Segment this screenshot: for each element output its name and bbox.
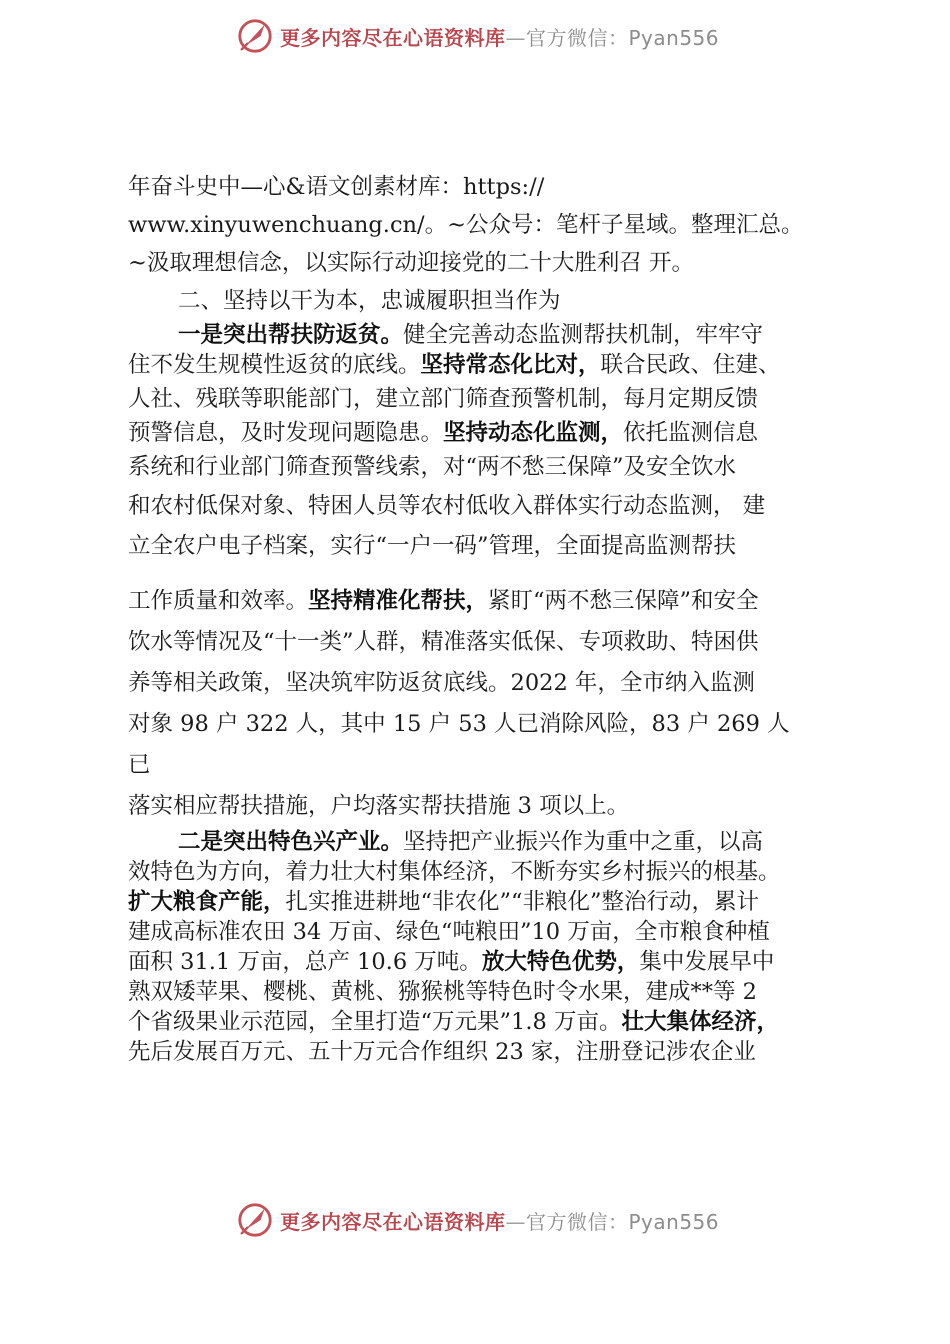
banner-separator: — — [505, 1209, 526, 1234]
quill-logo-icon — [236, 17, 274, 55]
text-run: 集中发展早中 — [639, 949, 775, 975]
text-run: 扎实推进耕地“非农化”“非粮化”整治行动，累计 — [285, 889, 760, 915]
text-line — [128, 581, 836, 622]
banner-wechat-label: 官方微信： — [526, 1209, 629, 1234]
bold-phrase: 坚持常态化比对， — [420, 352, 601, 378]
text-line — [128, 1007, 836, 1037]
banner-wechat-id: Pyan556 — [628, 1209, 720, 1234]
text-line: 对象 98 户 322 人，其中 15 户 53 人已消除风险，83 户 269 人 — [128, 711, 790, 737]
section-heading: 二、坚持以干为本，忠诚履职担当作为 — [178, 288, 561, 314]
banner-strong: 更多内容尽在心语资料库 — [280, 1209, 506, 1234]
text-line: 饮水等情况及“十一类”人群，精准落实低保、专项救助、特困供 — [128, 629, 759, 655]
text-run: 面积 31.1 万亩，总产 10.6 万吨。 — [128, 949, 482, 975]
banner-strong: 更多内容尽在心语资料库 — [280, 25, 506, 50]
text-line: 已 — [128, 752, 151, 778]
banner-text — [280, 22, 719, 51]
text-run: 住不发生规模性返贫的底线。 — [128, 352, 421, 378]
text-run: 个省级果业示范园，全里打造“万元果”1.8 万亩。 — [128, 1009, 622, 1035]
text-line — [128, 827, 836, 857]
bold-phrase: 坚持精准化帮扶， — [308, 588, 489, 614]
text-line: 熟双矮苹果、樱桃、黄桃、猕猴桃等特色时令水果，建成**等 2 — [128, 979, 757, 1005]
text-line — [128, 887, 836, 917]
bold-phrase: 二是突出特色兴产业。 — [178, 829, 404, 855]
text-line: 系统和行业部门筛查预警线索，对“两不愁三保障”及安全饮水 — [128, 454, 737, 480]
text-line: 和农村低保对象、特困人员等农村低收入群体实行动态监测， 建 — [128, 493, 766, 519]
text-line — [128, 350, 836, 380]
text-line: 立全农户电子档案，实行“一户一码”管理，全面提高监测帮扶 — [128, 533, 737, 559]
text-line: 落实相应帮扶措施，户均落实帮扶措施 3 项以上。 — [128, 793, 630, 819]
text-line: 效特色为方向，着力壮大村集体经济，不断夯实乡村振兴的根基。 — [128, 859, 781, 885]
banner-wechat-id: Pyan556 — [628, 25, 720, 50]
text-line: 先后发展百万元、五十万元合作组织 23 家，注册登记涉农企业 — [128, 1039, 756, 1065]
banner-wechat-label: 官方微信： — [526, 25, 629, 50]
bold-phrase: 壮大集体经济， — [621, 1009, 779, 1035]
text-line: 养等相关政策，坚决筑牢防返贫底线。2022 年，全市纳入监测 — [128, 670, 755, 696]
text-line: 年奋斗史中—心&语文创素材库：https:// — [128, 174, 545, 200]
bold-phrase: 扩大粮食产能， — [128, 889, 286, 915]
quill-logo-icon — [236, 1201, 274, 1239]
banner-separator: — — [505, 25, 526, 50]
text-line: 建成高标准农田 34 万亩、绿色“吨粮田”10 万亩，全市粮食种植 — [128, 919, 770, 945]
text-run: 依托监测信息 — [623, 420, 759, 446]
bold-phrase: 坚持动态化监测， — [443, 420, 624, 446]
document-body — [128, 168, 836, 1067]
text-line: ~汲取理想信念，以实际行动迎接党的二十大胜利召 开。 — [128, 250, 695, 276]
text-line — [128, 418, 836, 448]
text-line: 人社、残联等职能部门，建立部门筛查预警机制，每月定期反馈 — [128, 386, 759, 412]
header-banner — [236, 16, 719, 56]
text-run: 预警信息，及时发现问题隐患。 — [128, 420, 444, 446]
bold-phrase: 一是突出帮扶防返贫。 — [178, 322, 404, 348]
banner-text — [280, 1206, 719, 1235]
text-run: 工作质量和效率。 — [128, 588, 309, 614]
bold-phrase: 放大特色优势， — [481, 949, 640, 975]
footer-banner — [236, 1200, 719, 1240]
text-line — [128, 947, 836, 977]
text-run: 健全完善动态监测帮扶机制，牢牢守 — [403, 322, 764, 348]
text-line — [128, 320, 836, 350]
text-line: www.xinyuwenchuang.cn/。~公众号：笔杆子星域。整理汇总。 — [128, 212, 804, 238]
text-run: 坚持把产业振兴作为重中之重，以高 — [403, 829, 764, 855]
text-run: 联合民政、住建、 — [600, 352, 781, 378]
text-run: 紧盯“两不愁三保障”和安全 — [488, 588, 759, 614]
